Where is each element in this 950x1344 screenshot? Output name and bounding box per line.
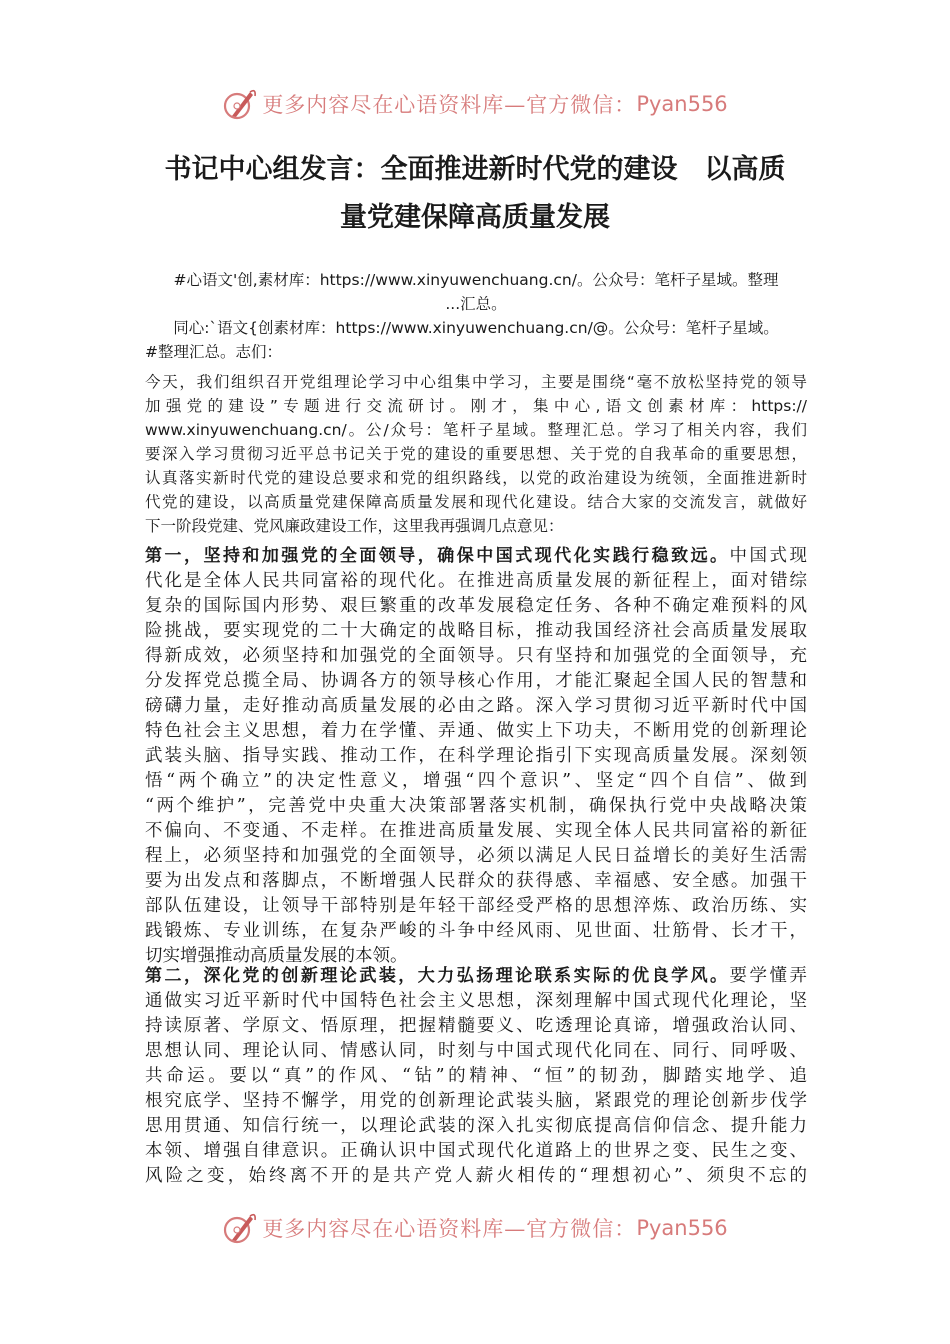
section-text: 要学懂弄: [729, 966, 807, 986]
section-line: 本领、增强自律意识。正确认识中国式现代化道路上的世界之变、民生之变、: [145, 1141, 807, 1161]
section-line: 风险之变，始终离不开的是共产党人薪火相传的“理想初心”、须臾不忘的: [145, 1166, 807, 1186]
paragraph-line: 要深入学习贯彻习近平总书记关于党的建设的重要思想、关于党的自我革命的重要思想，: [145, 445, 807, 463]
section-line: 特色社会主义思想，着力在学懂、弄通、做实上下功夫，不断用党的创新理论: [145, 721, 807, 741]
header-banner: [0, 82, 950, 126]
section-line: 通做实习近平新时代中国特色社会主义思想，深刻理解中国式现代化理论，坚: [145, 991, 807, 1011]
section-line: 根究底学、坚持不懈学，用党的创新理论武装头脑，紧跟党的理论创新步伐学: [145, 1091, 807, 1111]
section-line: 践锻炼、专业训练，在复杂严峻的斗争中经风雨、见世面、壮筋骨、长才干，: [145, 921, 807, 941]
section-line: 武装头脑、指导实践、推动工作，在科学理论指引下实现高质量发展。深刻领: [145, 746, 807, 766]
section-first-line: [145, 544, 807, 569]
section-line: 磅礴力量，走好推动高质量发展的必由之路。深入学习贯彻习近平新时代中国: [145, 696, 807, 716]
paragraph-line: 下一阶段党建、党风廉政建设工作，这里我再强调几点意见：: [145, 517, 564, 535]
section-text: 中国式现: [729, 546, 807, 566]
source-note-line: #心语文'创,素材库：https://www.xinyuwenchuang.cn/。公众号：笔杆子星域。整理: [173, 271, 779, 289]
section-line: 部队伍建设，让领导干部特别是年轻干部经受严格的思想淬炼、政治历练、实: [145, 896, 807, 916]
section-line: 得新成效，必须坚持和加强党的全面领导。只有坚持和加强党的全面领导，充: [145, 646, 807, 666]
section-line: 共命运。要以“真”的作风、“钻”的精神、“恒”的韧劲，脚踏实地学、追: [145, 1066, 807, 1086]
footer-banner: [0, 1206, 950, 1250]
paragraph-line: www.xinyuwenchuang.cn/。公/众号：笔杆子星域。整理汇总。学习了相关内容，我们: [145, 421, 807, 439]
quill-pen-logo-icon: [222, 1210, 258, 1246]
section-two: [145, 964, 807, 1189]
paragraph-line: 加强党的建设”专题进行交流研讨。刚才，集中心,语文创素材库：https://: [145, 397, 807, 415]
section-line: 持读原著、学原文、悟原理，把握精髓要义、吃透理论真谛，增强政治认同、: [145, 1016, 807, 1036]
section-line: 思用贯通、知信行统一，以理论武装的深入扎实彻底提高信仰信念、提升能力: [145, 1116, 807, 1136]
section-line: 悟“两个确立”的决定性意义，增强“四个意识”、坚定“四个自信”、做到: [145, 771, 807, 791]
section-line: 不偏向、不变通、不走样。在推进高质量发展、实现全体人民共同富裕的新征: [145, 821, 807, 841]
document-title: [140, 146, 810, 242]
banner-text: 更多内容尽在心语资料库—官方微信：: [262, 1217, 637, 1241]
section-heading: 第一，坚持和加强党的全面领导，确保中国式现代化实践行稳致远。: [145, 546, 730, 566]
section-one: [145, 544, 807, 969]
banner-wechat-handle: Pyan556: [636, 1216, 728, 1240]
section-heading: 第二，深化党的创新理论武装，大力弘扬理论联系实际的优良学风。: [145, 966, 730, 986]
section-line: 分发挥党总揽全局、协调各方的领导核心作用，才能汇聚起全国人民的智慧和: [145, 671, 807, 691]
intro-paragraph: [145, 370, 807, 538]
section-line: 复杂的国际国内形势、艰巨繁重的改革发展稳定任务、各种不确定难预料的风: [145, 596, 807, 616]
source-note-line: #整理汇总。志们：: [145, 343, 282, 361]
source-note-line: 同心:`语文{创素材库：https://www.xinyuwenchuang.cn/@。公众号：笔杆子星域。: [173, 319, 779, 337]
section-line: 代化是全体人民共同富裕的现代化。在推进高质量发展的新征程上，面对错综: [145, 571, 807, 591]
paragraph-line: 认真落实新时代党的建设总要求和党的组织路线，以党的政治建设为统领，全面推进新时: [145, 469, 807, 487]
section-line: 险挑战，要实现党的二十大确定的战略目标，推动我国经济社会高质量发展取: [145, 621, 807, 641]
section-line: 要为出发点和落脚点，不断增强人民群众的获得感、幸福感、安全感。加强干: [145, 871, 807, 891]
section-line: 思想认同、理论认同、情感认同，时刻与中国式现代化同在、同行、同呼吸、: [145, 1041, 807, 1061]
title-line: 量党建保障高质量发展: [340, 202, 610, 233]
section-line: “两个维护”，完善党中央重大决策部署落实机制，确保执行党中央战略决策: [145, 796, 807, 816]
section-line: 切实增强推动高质量发展的本领。: [145, 946, 408, 966]
source-note-line: ...汇总。: [445, 295, 507, 313]
paragraph-line: 代党的建设，以高质量党建保障高质量发展和现代化建设。结合大家的交流发言，就做好: [145, 493, 807, 511]
paragraph-line: 今天，我们组织召开党组理论学习中心组集中学习，主要是围绕“毫不放松坚持党的领导: [145, 373, 807, 391]
banner-wechat-handle: Pyan556: [636, 92, 728, 116]
title-line: 书记中心组发言：全面推进新时代党的建设 以高质: [164, 154, 786, 185]
section-line: 程上，必须坚持和加强党的全面领导，必须以满足人民日益增长的美好生活需: [145, 846, 807, 866]
quill-pen-logo-icon: [222, 86, 258, 122]
section-first-line: [145, 964, 807, 989]
banner-text: 更多内容尽在心语资料库—官方微信：: [262, 93, 637, 117]
source-note: [145, 268, 807, 364]
